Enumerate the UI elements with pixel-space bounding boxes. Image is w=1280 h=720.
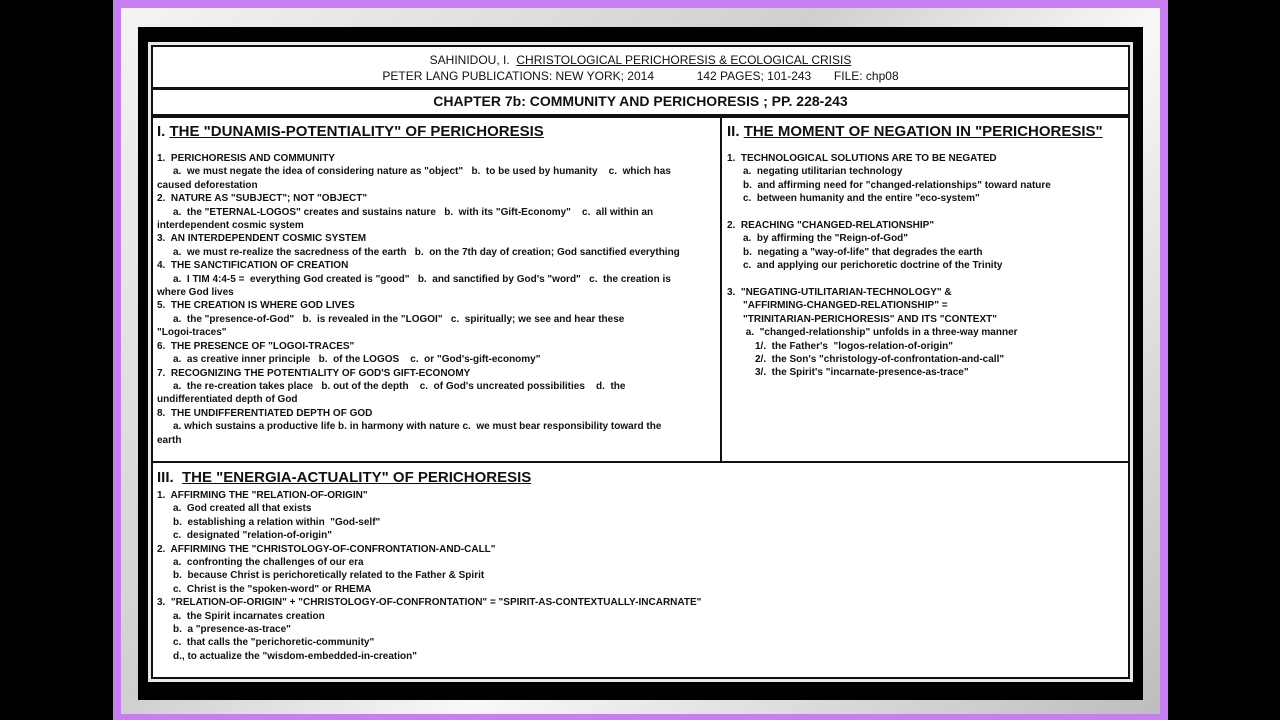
- outline-heading: 3. AN INTERDEPENDENT COSMIC SYSTEM: [157, 233, 367, 245]
- publisher: PETER LANG PUBLICATIONS: NEW YORK; 2014: [382, 69, 654, 83]
- outline-heading: 6. THE PRESENCE OF "LOGOI-TRACES": [157, 340, 355, 352]
- section-2-outline: [727, 152, 1127, 380]
- chapter-title: CHAPTER 7b: COMMUNITY AND PERICHORESIS ; PP. 228-243: [433, 93, 848, 109]
- outline-subitem: caused deforestation: [157, 179, 258, 191]
- section-2: [720, 116, 1130, 463]
- outline-subitem: 1/. the Father's "logos-relation-of-origin": [755, 340, 953, 352]
- outline-heading: 3. "NEGATING-UTILITARIAN-TECHNOLOGY" &: [727, 287, 952, 299]
- outline-heading: 2. REACHING "CHANGED-RELATIONSHIP": [727, 220, 935, 232]
- section-3-outline: [157, 489, 1117, 663]
- outline-subitem: d., to actualize the "wisdom-embedded-in-creation": [173, 650, 417, 662]
- citation-header: [151, 45, 1130, 89]
- outline-subitem: a. I TIM 4:4-5 = everything God created is "good" b. and sanctified by God's "word" c. the creation is: [173, 273, 671, 285]
- section-title: THE MOMENT OF NEGATION IN "PERICHORESIS": [743, 123, 1103, 140]
- outline-heading: 1. PERICHORESIS AND COMMUNITY: [157, 153, 335, 164]
- page-range: 142 PAGES; 101-243: [696, 69, 812, 83]
- outline-subitem: a. which sustains a productive life b. in harmony with nature c. we must bear responsibility toward the: [173, 421, 662, 433]
- outline-subitem: a. the "presence-of-God" b. is revealed in the "LOGOI" c. spiritually; we see and hear these: [173, 313, 625, 325]
- outline-subitem: c. and applying our perichoretic doctrine of the Trinity: [743, 260, 1003, 272]
- outline-subitem: "Logoi-traces": [157, 327, 227, 339]
- outline-subitem: 3/. the Spirit's "incarnate-presence-as-trace": [755, 367, 969, 379]
- outline-subitem: "AFFIRMING-CHANGED-RELATIONSHIP" =: [743, 300, 948, 312]
- outline-subitem: where God lives: [157, 287, 234, 299]
- section-title: THE "DUNAMIS-POTENTIALITY" OF PERICHORESIS: [169, 123, 544, 140]
- outline-heading: 7. RECOGNIZING THE POTENTIALITY OF GOD'S GIFT-ECONOMY: [157, 367, 471, 379]
- section-3-heading: [157, 469, 531, 486]
- outline-heading: 1. AFFIRMING THE "RELATION-OF-ORIGIN": [157, 490, 368, 501]
- outline-subitem: a. as creative inner principle b. of the LOGOS c. or "God's-gift-economy": [173, 354, 541, 366]
- book-title: CHRISTOLOGICAL PERICHORESIS & ECOLOGICAL CRISIS: [516, 53, 852, 67]
- outline-heading: 2. NATURE AS "SUBJECT"; NOT "OBJECT": [157, 193, 368, 205]
- outline-subitem: a. we must re-realize the sacredness of the earth b. on the 7th day of creation; God sanctified everything: [173, 246, 680, 258]
- section-3: [151, 461, 1130, 679]
- outline-subitem: b. a "presence-as-trace": [173, 624, 291, 636]
- chapter-bar: [151, 88, 1130, 116]
- section-1: [151, 116, 722, 463]
- section-title: THE "ENERGIA-ACTUALITY" OF PERICHORESIS: [182, 469, 532, 486]
- outline-subitem: "TRINITARIAN-PERICHORESIS" AND ITS "CONTEXT": [743, 313, 997, 325]
- outline-heading: 4. THE SANCTIFICATION OF CREATION: [157, 260, 349, 272]
- section-numeral: II.: [727, 123, 740, 140]
- outline-subitem: a. God created all that exists: [173, 503, 312, 515]
- outline-heading: [727, 206, 1127, 219]
- section-1-outline: [157, 152, 719, 447]
- outline-subitem: a. "changed-relationship" unfolds in a three-way manner: [743, 327, 1018, 339]
- outline-heading: 8. THE UNDIFFERENTIATED DEPTH OF GOD: [157, 407, 373, 419]
- citation-line-2: [153, 69, 1128, 83]
- outline-subitem: a. by affirming the "Reign-of-God": [743, 233, 909, 245]
- outline-heading: 2. AFFIRMING THE "CHRISTOLOGY-OF-CONFRONTATION-AND-CALL": [157, 543, 496, 555]
- citation-line-1: [153, 53, 1128, 67]
- outline-subitem: a. we must negate the idea of considering nature as "object" b. to be used by humanity c. which has: [173, 166, 671, 178]
- outline-subitem: b. establishing a relation within "God-self": [173, 516, 381, 528]
- outline-subitem: b. because Christ is perichoretically related to the Father & Spirit: [173, 570, 485, 582]
- outline-heading: [727, 273, 1127, 286]
- outline-subitem: undifferentiated depth of God: [157, 394, 298, 406]
- section-1-heading: [157, 123, 544, 140]
- outline-subitem: interdependent cosmic system: [157, 220, 304, 232]
- author: SAHINIDOU, I.: [429, 53, 510, 67]
- outline-subitem: 2/. the Son's "christology-of-confrontation-and-call": [755, 354, 1005, 366]
- file-name: FILE: chp08: [833, 69, 899, 83]
- outline-subitem: c. Christ is the "spoken-word" or RHEMA: [173, 583, 372, 595]
- outline-subitem: a. the "ETERNAL-LOGOS" creates and sustains nature b. with its "Gift-Economy" c. all within an: [173, 206, 654, 218]
- section-numeral: I.: [157, 123, 166, 140]
- outline-heading: 1. TECHNOLOGICAL SOLUTIONS ARE TO BE NEGATED: [727, 153, 997, 164]
- outline-subitem: a. the Spirit incarnates creation: [173, 610, 325, 622]
- outline-subitem: b. negating a "way-of-life" that degrades the earth: [743, 246, 983, 258]
- section-2-heading: [727, 123, 1103, 140]
- outline-subitem: earth: [157, 434, 182, 446]
- outline-subitem: a. negating utilitarian technology: [743, 166, 903, 178]
- outline-subitem: a. the re-creation takes place b. out of the depth c. of God's uncreated possibilities d. the: [173, 380, 626, 392]
- outline-subitem: c. designated "relation-of-origin": [173, 530, 332, 542]
- outline-subitem: a. confronting the challenges of our era: [173, 557, 364, 569]
- outline-subitem: c. between humanity and the entire "eco-system": [743, 193, 980, 205]
- outline-heading: 5. THE CREATION IS WHERE GOD LIVES: [157, 300, 355, 312]
- outline-subitem: c. that calls the "perichoretic-community": [173, 637, 375, 649]
- section-numeral: III.: [157, 469, 174, 486]
- outline-subitem: b. and affirming need for "changed-relationships" toward nature: [743, 179, 1051, 191]
- outline-heading: 3. "RELATION-OF-ORIGIN" + "CHRISTOLOGY-OF-CONFRONTATION" = "SPIRIT-AS-CONTEXTUALLY-INCARNATE": [157, 597, 702, 609]
